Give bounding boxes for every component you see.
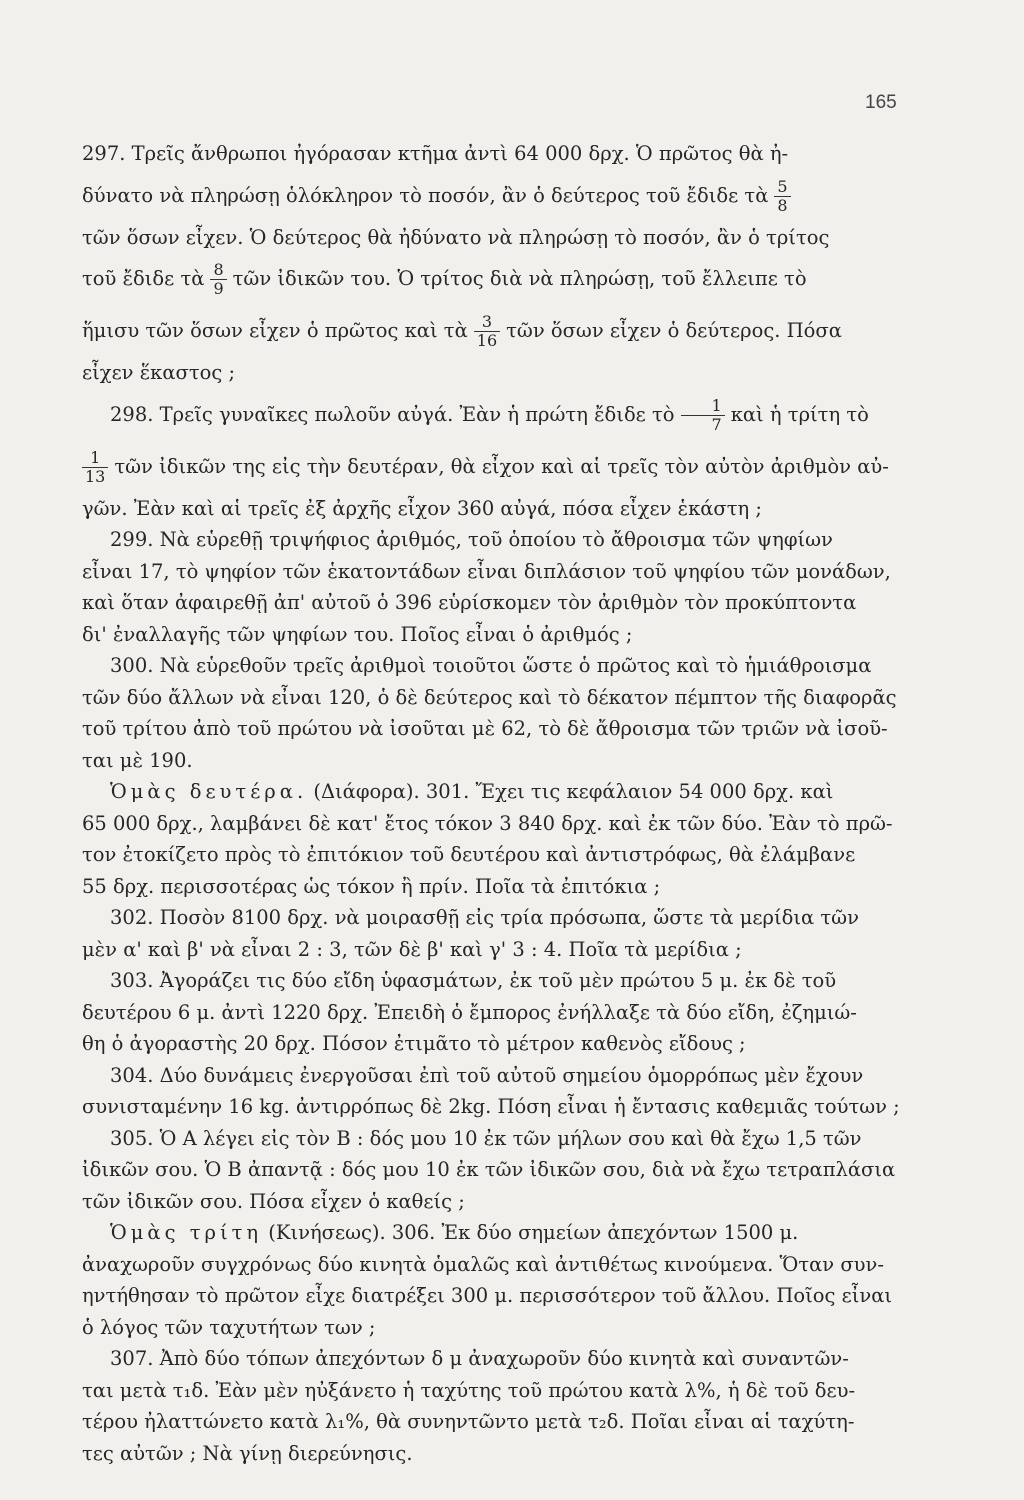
- problem-298-line-2: [82, 441, 912, 493]
- problem-303-line-3: θη ὁ ἀγοραστὴς 20 δρχ. Πόσον ἐτιμᾶτο τὸ μέτρον καθενὸς εἴδους ;: [82, 1032, 746, 1055]
- fraction-numerator: 5: [774, 178, 790, 197]
- fraction-5-8: [774, 178, 790, 215]
- problem-297-line-2-text: δύνατο νὰ πληρώσῃ ὁλόκληρον τὸ ποσόν, ἂν ὁ δεύτερος τοῦ ἔδιδε τὰ: [82, 183, 769, 207]
- problem-299-line-2: εἶναι 17, τὸ ψηφίον τῶν ἑκατοντάδων εἶναι διπλάσιον τοῦ ψηφίου τῶν μονάδων,: [82, 559, 891, 583]
- problem-307-line-1: 307. Ἀπὸ δύο τόπων ἀπεχόντων δ μ ἀναχωροῦν δύο κινητὰ καὶ συναντῶν-: [110, 1347, 849, 1370]
- problem-297-line-4-text-b: τῶν ἰδικῶν του. Ὁ τρίτος διὰ νὰ πληρώσῃ, τοῦ ἔλλειπε τὸ: [232, 267, 807, 290]
- problem-297: [82, 138, 912, 389]
- problem-298-line-1-text-b: καὶ ἡ τρίτη τὸ: [730, 402, 869, 426]
- problem-297-line-4-text-a: τοῦ ἔδιδε τὰ: [82, 267, 205, 290]
- problem-297-line-6: εἶχεν ἕκαστος ;: [82, 361, 236, 384]
- problem-301-line-1-text: (Διάφορα). 301. Ἔχει τις κεφάλαιον 54 000 δρχ. καὶ: [313, 780, 834, 803]
- group-three-problem-306: [82, 1217, 912, 1343]
- fraction-denominator: 9: [213, 279, 224, 298]
- fraction-denominator: 7: [711, 414, 722, 434]
- problem-299-line-1: 299. Νὰ εὑρεθῇ τριψήφιος ἀριθμός, τοῦ ὁποίου τὸ ἄθροισμα τῶν ψηφίων: [110, 528, 833, 551]
- problem-301-line-2: 65 000 δρχ., λαμβάνει δὲ κατ' ἔτος τόκον 3 840 δρχ. καὶ ἐκ τῶν δύο. Ἐὰν τὸ πρῶ-: [82, 811, 893, 835]
- problem-302-line-2: μὲν α' καὶ β' νὰ εἶναι 2 : 3, τῶν δὲ β' καὶ γ' 3 : 4. Ποῖα τὰ μερίδια ;: [82, 937, 742, 961]
- problem-304: [82, 1060, 912, 1123]
- problem-306-line-4: ὁ λόγος τῶν ταχυτήτων των ;: [82, 1315, 376, 1339]
- problem-298-line-2-text: τῶν ἰδικῶν της εἰς τὴν δευτέραν, θὰ εἶχον καὶ αἱ τρεῖς τὸν αὐτὸν ἀριθμὸν αὐ-: [114, 454, 889, 478]
- problem-304-line-1: 304. Δύο δυνάμεις ἐνεργοῦσαι ἐπὶ τοῦ αὐτοῦ σημείου ὁμορρόπως μὲν ἔχουν: [110, 1063, 864, 1087]
- problem-307-line-2: ται μετὰ τ₁δ. Ἐὰν μὲν ηὐξάνετο ἡ ταχύτης τοῦ πρώτου κατὰ λ%, ἡ δὲ τοῦ δευ-: [82, 1378, 856, 1402]
- problem-303-line-1: 303. Ἀγοράζει τις δύο εἴδη ὑφασμάτων, ἐκ τοῦ μὲν πρώτου 5 μ. ἐκ δὲ τοῦ: [110, 969, 837, 992]
- problem-306-line-1-text: (Κινήσεως). 306. Ἐκ δύο σημείων ἀπεχόντων 1500 μ.: [268, 1221, 799, 1244]
- problem-307-line-3: τέρου ἠλαττώνετο κατὰ λ₁%, θὰ συνηντῶντο μετὰ τ₂δ. Ποῖαι εἶναι αἱ ταχύτη-: [82, 1410, 855, 1433]
- problem-306-line-2: ἀναχωροῦν συγχρόνως δύο κινητὰ ὁμαλῶς καὶ ἀντιθέτως κινούμενα. Ὅταν συν-: [82, 1252, 884, 1276]
- problem-298: [82, 389, 912, 525]
- problem-298-line-1-text-a: 298. Τρεῖς γυναῖκες πωλοῦν αὐγά. Ἐὰν ἡ πρώτη ἔδιδε τὸ: [110, 402, 675, 426]
- problem-305-line-2: ἰδικῶν σου. Ὁ Β ἀπαντᾷ : δός μου 10 ἐκ τῶν ἰδικῶν σου, διὰ νὰ ἔχω τετραπλάσια: [82, 1158, 896, 1181]
- fraction-1-13: [82, 449, 108, 486]
- fraction-1-7: [681, 397, 725, 434]
- problem-301-line-4: 55 δρχ. περισσοτέρας ὡς τόκον ἢ πρίν. Ποῖα τὰ ἐπιτόκια ;: [82, 874, 661, 898]
- page-number: 165: [865, 92, 897, 113]
- problem-300-line-3: τοῦ τρίτου ἀπὸ τοῦ πρώτου νὰ ἰσοῦται μὲ 62, τὸ δὲ ἄθροισμα τῶν τριῶν νὰ ἰσοῦ-: [82, 717, 888, 740]
- problem-304-line-2: συνισταμένην 16 kg. ἀντιρρόπως δὲ 2kg. Πόση εἶναι ἡ ἔντασις καθεμιᾶς τούτων ;: [82, 1095, 900, 1118]
- problem-300-line-1: 300. Νὰ εὑρεθοῦν τρεῖς ἀριθμοὶ τοιοῦτοι ὥστε ὁ πρῶτος καὶ τὸ ἡμιάθροισμα: [110, 654, 872, 677]
- fraction-numerator: 3: [474, 313, 500, 332]
- problem-298-line-1: [82, 389, 912, 441]
- problem-297-line-3: τῶν ὅσων εἶχεν. Ὁ δεύτερος θὰ ἠδύνατο νὰ πληρώσῃ τὸ ποσόν, ἂν ὁ τρίτος: [82, 225, 830, 249]
- problem-305-line-1: 305. Ὁ Α λέγει εἰς τὸν Β : δός μου 10 ἐκ τῶν μήλων σου καὶ θὰ ἔχω 1,5 τῶν: [110, 1126, 862, 1150]
- fraction-numerator: 1: [681, 397, 725, 416]
- problem-303: [82, 965, 912, 1060]
- problem-297-line-5-text-b: τῶν ὅσων εἶχεν ὁ δεύτερος. Πόσα: [506, 319, 842, 342]
- problem-300-line-2: τῶν δύο ἄλλων νὰ εἶναι 120, ὁ δὲ δεύτερος καὶ τὸ δέκατον πέμπτον τῆς διαφορᾶς: [82, 685, 897, 709]
- problem-297-line-2: [82, 170, 912, 222]
- problem-299: [82, 524, 912, 650]
- problem-302: [82, 902, 912, 965]
- group-two-heading: Ὁμὰς δευτέρα.: [110, 780, 308, 803]
- problem-297-line-4: [82, 253, 912, 305]
- problem-297-line-5: [82, 305, 912, 357]
- fraction-numerator: 8: [210, 261, 226, 280]
- problem-298-line-3: γῶν. Ἐὰν καὶ αἱ τρεῖς ἐξ ἀρχῆς εἶχον 360 αὐγά, πόσα εἶχεν ἑκάστη ;: [82, 496, 762, 520]
- group-three-heading: Ὁμὰς τρίτη: [110, 1221, 263, 1244]
- problem-305-line-3: τῶν ἰδικῶν σου. Πόσα εἶχεν ὁ καθείς ;: [82, 1189, 465, 1213]
- problem-297-line-5-text-a: ἥμισυ τῶν ὅσων εἶχεν ὁ πρῶτος καὶ τὰ: [82, 319, 468, 342]
- fraction-8-9: [210, 261, 226, 298]
- fraction-numerator: 1: [82, 449, 108, 468]
- fraction-3-16: [474, 313, 500, 350]
- fraction-denominator: 8: [777, 195, 788, 215]
- problem-301-line-1: [82, 776, 912, 808]
- problem-297-line-1: 297. Τρεῖς ἄνθρωποι ἠγόρασαν κτῆμα ἀντὶ 64 000 δρχ. Ὁ πρῶτος θὰ ἠ-: [82, 142, 789, 165]
- problem-300-line-4: ται μὲ 190.: [82, 748, 193, 772]
- problem-303-line-2: δευτέρου 6 μ. ἀντὶ 1220 δρχ. Ἐπειδὴ ὁ ἔμπορος ἐνήλλαξε τὰ δύο εἴδη, ἐζημιώ-: [82, 1000, 857, 1024]
- problem-305: [82, 1123, 912, 1218]
- problem-307-line-4: τες αὐτῶν ; Νὰ γίνῃ διερεύνησις.: [82, 1441, 413, 1465]
- problem-300: [82, 650, 912, 776]
- page-body: [82, 138, 912, 1469]
- problem-299-line-4: δι' ἐναλλαγῆς τῶν ψηφίων του. Ποῖος εἶναι ὁ ἀριθμός ;: [82, 622, 633, 646]
- fraction-denominator: 13: [85, 466, 106, 486]
- fraction-denominator: 16: [476, 331, 498, 350]
- problem-302-line-1: 302. Ποσὸν 8100 δρχ. νὰ μοιρασθῇ εἰς τρία πρόσωπα, ὥστε τὰ μερίδια τῶν: [110, 906, 859, 929]
- problem-306-line-1: [82, 1217, 912, 1249]
- problem-306-line-3: ηντήθησαν τὸ πρῶτον εἶχε διατρέξει 300 μ. περισσότερον τοῦ ἄλλου. Ποῖος εἶναι: [82, 1284, 893, 1307]
- problem-307: [82, 1343, 912, 1469]
- problem-299-line-3: καὶ ὅταν ἀφαιρεθῇ ἀπ' αὐτοῦ ὁ 396 εὑρίσκομεν τὸν ἀριθμὸν τὸν προκύπτοντα: [82, 591, 857, 614]
- group-two-problem-301: [82, 776, 912, 902]
- problem-301-line-3: τον ἐτοκίζετο πρὸς τὸ ἐπιτόκιον τοῦ δευτέρου καὶ ἀντιστρόφως, θὰ ἐλάμβανε: [82, 843, 856, 866]
